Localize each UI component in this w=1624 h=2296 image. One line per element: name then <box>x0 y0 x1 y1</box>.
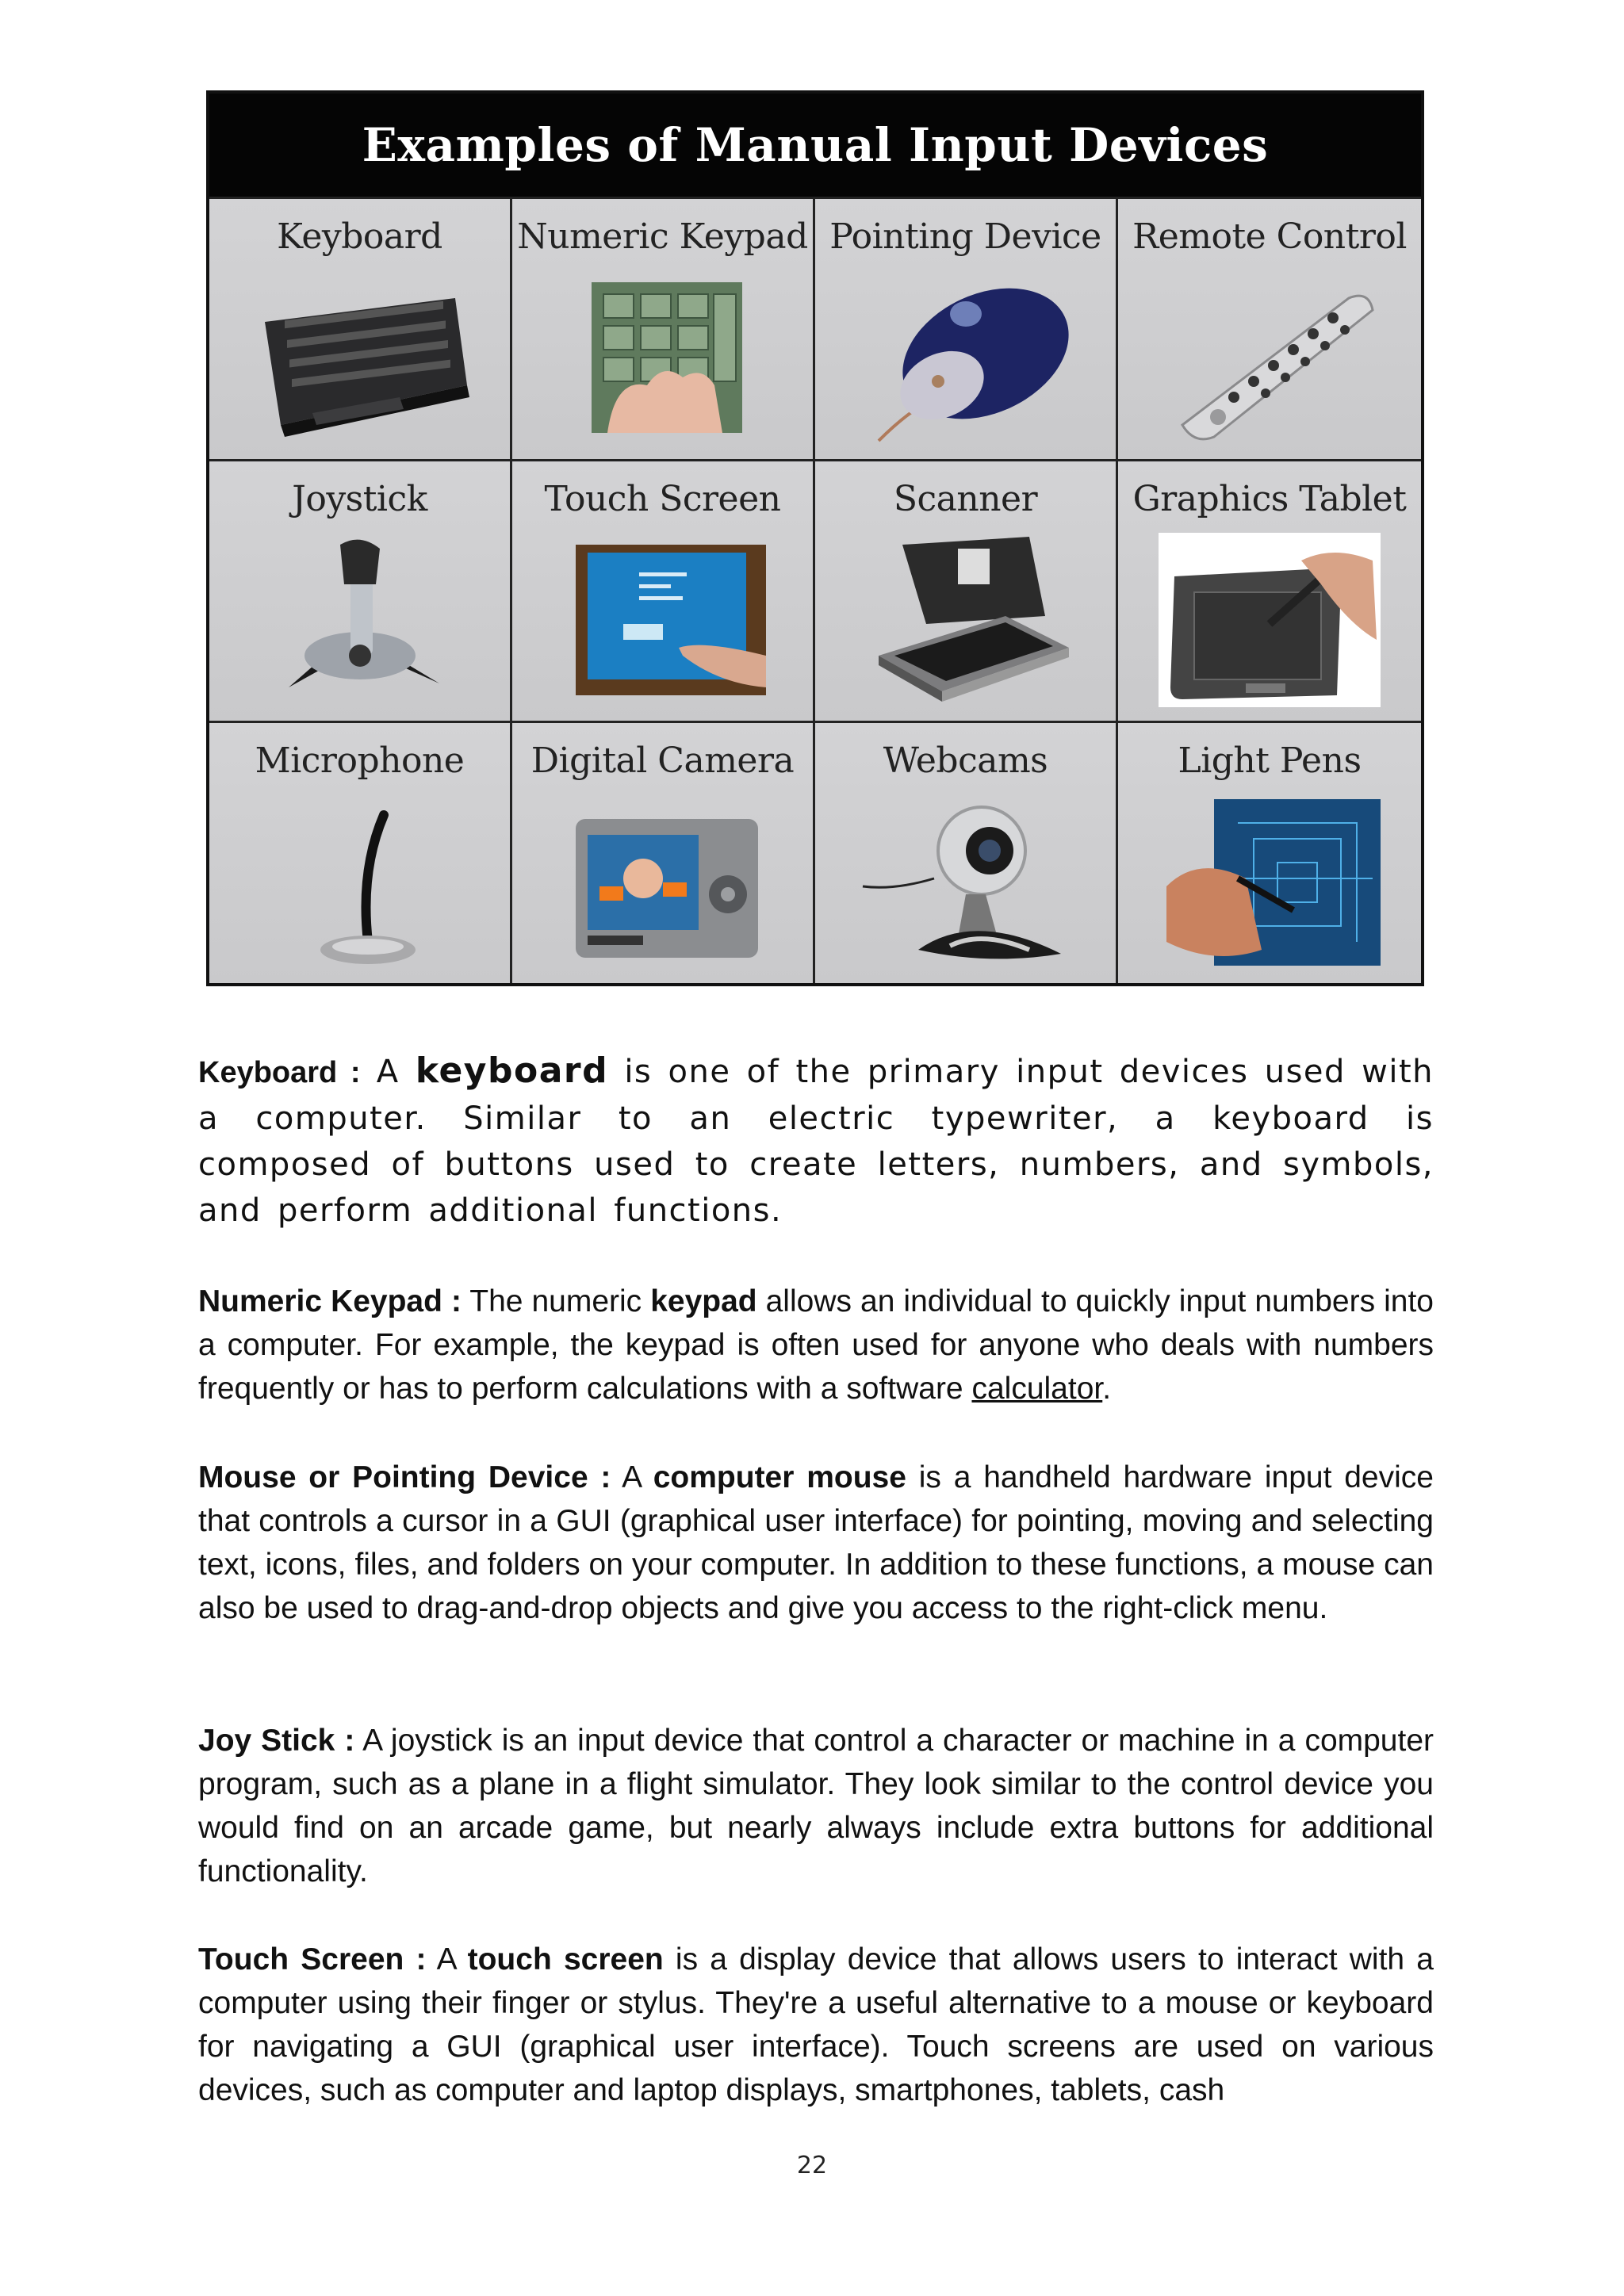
term-joystick: Joy Stick : <box>198 1724 355 1758</box>
paragraph-touch-screen <box>198 1938 1434 2112</box>
term-touch-screen: Touch Screen : <box>198 1942 427 1976</box>
webcam-icon <box>847 791 1085 974</box>
term-keyboard: Keyboard : <box>198 1056 361 1089</box>
mouse-icon <box>847 266 1085 449</box>
light-pen-icon <box>1151 791 1388 974</box>
cell-touch-screen <box>512 459 815 721</box>
cell-remote-control <box>1118 197 1421 459</box>
page-number: 22 <box>796 2152 828 2179</box>
scanner-icon <box>847 529 1085 711</box>
input-devices-figure <box>206 90 1424 986</box>
cell-label: Touch Screen <box>544 478 781 519</box>
cell-label: Light Pens <box>1178 740 1362 782</box>
device-grid <box>209 197 1421 983</box>
paragraph-numeric-keypad <box>198 1280 1434 1410</box>
text: A <box>360 1054 416 1090</box>
term-mouse: Mouse or Pointing Device : <box>198 1460 611 1494</box>
text: A joystick is an input device that control a character or machine in a computer program, such as a plane in a flight simulator. They look similar to the control device you would find on an arcade game, but nearly always include extra buttons for additional functionality. <box>198 1724 1434 1888</box>
cell-label: Numeric Keypad <box>517 216 808 257</box>
paragraph-keyboard <box>198 1048 1434 1234</box>
remote-control-icon <box>1151 266 1388 449</box>
cell-light-pens <box>1118 721 1421 983</box>
joystick-icon <box>241 529 479 711</box>
cell-label: Scanner <box>893 478 1038 519</box>
numeric-keypad-icon <box>544 266 782 449</box>
paragraph-joystick <box>198 1719 1434 1893</box>
cell-pointing-device <box>815 197 1118 459</box>
cell-webcams <box>815 721 1118 983</box>
touch-screen-icon <box>544 529 782 711</box>
graphics-tablet-icon <box>1151 529 1388 711</box>
keyboard-icon <box>241 266 479 449</box>
microphone-icon <box>241 791 479 974</box>
cell-label: Joystick <box>292 478 427 519</box>
text: A <box>611 1460 653 1494</box>
text: is a handheld hardware input device that controls a cursor in a GUI (graphical user interface) for pointing, moving and selecting text, icons, files, and folders on your computer. In addition to these functions, a mouse can also be used to drag-and-drop objects and give you access to the right-click menu. <box>198 1460 1434 1625</box>
cell-label: Webcams <box>883 740 1048 782</box>
cell-digital-camera <box>512 721 815 983</box>
cell-scanner <box>815 459 1118 721</box>
text: allows an individual to quickly input numbers into a computer. For example, the keypad is often used for anyone who deals with numbers frequently or has to perform calculations with a software <box>198 1284 1434 1406</box>
term-numeric-keypad: Numeric Keypad : <box>198 1284 462 1318</box>
calculator-link[interactable]: calculator <box>971 1372 1103 1406</box>
text: A <box>426 1942 468 1976</box>
cell-keyboard <box>209 197 512 459</box>
cell-joystick <box>209 459 512 721</box>
figure-title: Examples of Manual Input Devices <box>209 94 1421 197</box>
bold-keyboard: keyboard <box>415 1050 609 1091</box>
cell-label: Graphics Tablet <box>1132 478 1407 519</box>
text: is a display device that allows users to interact with a computer using their finger or stylus. They're a useful alternative to a mouse or keyboard for navigating a GUI (graphical user interface). Touch screens are used on various devices, such as computer and laptop displays, smartphones, tablets, cash <box>198 1942 1434 2107</box>
cell-label: Microphone <box>255 740 465 782</box>
text: . <box>1102 1372 1112 1406</box>
bold-keypad: keypad <box>650 1284 757 1318</box>
cell-numeric-keypad <box>512 197 815 459</box>
bold-computer-mouse: computer mouse <box>653 1460 906 1494</box>
cell-label: Remote Control <box>1132 216 1407 257</box>
text: is one of the primary input devices used with a computer. Similar to an electric typewriter, a keyboard is composed of buttons used to create letters, numbers, and symbols, and perform additional functions. <box>198 1054 1434 1229</box>
cell-label: Digital Camera <box>530 740 795 782</box>
cell-graphics-tablet <box>1118 459 1421 721</box>
cell-microphone <box>209 721 512 983</box>
bold-touch-screen: touch screen <box>467 1942 664 1976</box>
cell-label: Pointing Device <box>829 216 1101 257</box>
text: The numeric <box>461 1284 651 1318</box>
digital-camera-icon <box>544 791 782 974</box>
paragraph-mouse <box>198 1456 1434 1630</box>
cell-label: Keyboard <box>277 216 442 257</box>
